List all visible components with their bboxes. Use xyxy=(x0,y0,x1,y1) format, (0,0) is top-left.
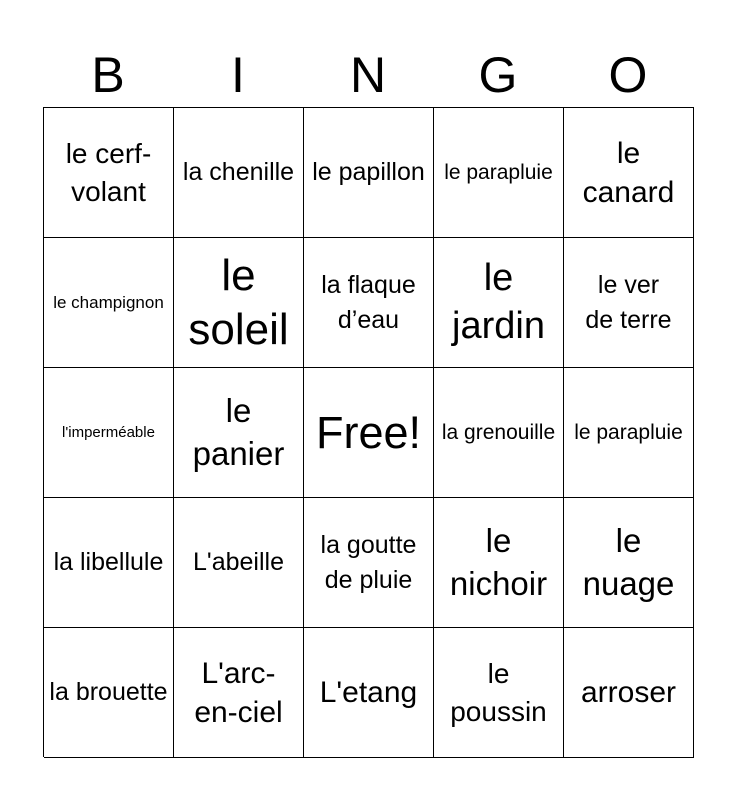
cell-text: la libellule xyxy=(53,548,164,576)
bingo-cell[interactable] xyxy=(44,498,174,628)
bingo-cell[interactable] xyxy=(304,238,434,368)
cell-text: le jardin xyxy=(452,257,545,347)
bingo-cell[interactable] xyxy=(44,108,174,238)
cell-text: le papillon xyxy=(312,158,425,186)
cell-text: L'arc-en-ciel xyxy=(194,656,283,729)
bingo-cell[interactable] xyxy=(304,628,434,758)
bingo-cell[interactable] xyxy=(564,498,694,628)
bingo-cell[interactable] xyxy=(304,108,434,238)
bingo-cell[interactable] xyxy=(304,498,434,628)
bingo-cell[interactable] xyxy=(434,368,564,498)
bingo-cell[interactable] xyxy=(564,108,694,238)
header-letter-n: N xyxy=(349,47,387,103)
bingo-cell[interactable] xyxy=(174,238,304,368)
cell-text: le nuage xyxy=(582,521,675,602)
bingo-cell[interactable] xyxy=(434,108,564,238)
bingo-cell[interactable] xyxy=(174,368,304,498)
bingo-cell[interactable] xyxy=(434,498,564,628)
bingo-cell[interactable] xyxy=(564,368,694,498)
header-letter-o: O xyxy=(608,47,648,103)
bingo-cell[interactable] xyxy=(174,628,304,758)
cell-text: le nichoir xyxy=(449,521,548,602)
bingo-cell[interactable] xyxy=(564,628,694,758)
cell-text: la goutte de pluie xyxy=(320,530,417,594)
cell-text: la flaque d’eau xyxy=(321,270,416,334)
cell-text: L'abeille xyxy=(193,548,284,576)
bingo-grid xyxy=(43,107,694,757)
bingo-cell[interactable] xyxy=(44,238,174,368)
cell-text: le parapluie xyxy=(444,160,553,184)
cell-text: le parapluie xyxy=(574,420,683,444)
bingo-cell[interactable] xyxy=(174,498,304,628)
cell-text: arroser xyxy=(580,676,677,709)
header-letter-g: G xyxy=(478,47,518,103)
bingo-cell[interactable] xyxy=(564,238,694,368)
cell-text: l'imperméable xyxy=(62,423,155,441)
bingo-header xyxy=(43,44,693,106)
bingo-cell[interactable] xyxy=(44,628,174,758)
bingo-cell[interactable] xyxy=(44,368,174,498)
cell-text: le poussin xyxy=(450,657,547,727)
cell-text: la grenouille xyxy=(441,420,556,444)
cell-text: le canard xyxy=(582,136,675,209)
cell-text: le panier xyxy=(192,391,285,472)
cell-text: le soleil xyxy=(188,250,289,354)
cell-text: L'etang xyxy=(319,676,418,709)
cell-text: Free! xyxy=(315,406,422,458)
bingo-cell[interactable] xyxy=(434,238,564,368)
bingo-cell[interactable] xyxy=(434,628,564,758)
bingo-cell[interactable] xyxy=(174,108,304,238)
cell-text: la chenille xyxy=(182,158,295,186)
bingo-cell[interactable] xyxy=(304,368,434,498)
header-letter-b: B xyxy=(91,47,125,103)
cell-text: le cerf-volant xyxy=(65,137,152,207)
header-letter-i: I xyxy=(231,47,245,103)
cell-text: la brouette xyxy=(49,678,168,706)
cell-text: le champignon xyxy=(53,292,164,312)
cell-text: le ver de terre xyxy=(585,270,672,334)
